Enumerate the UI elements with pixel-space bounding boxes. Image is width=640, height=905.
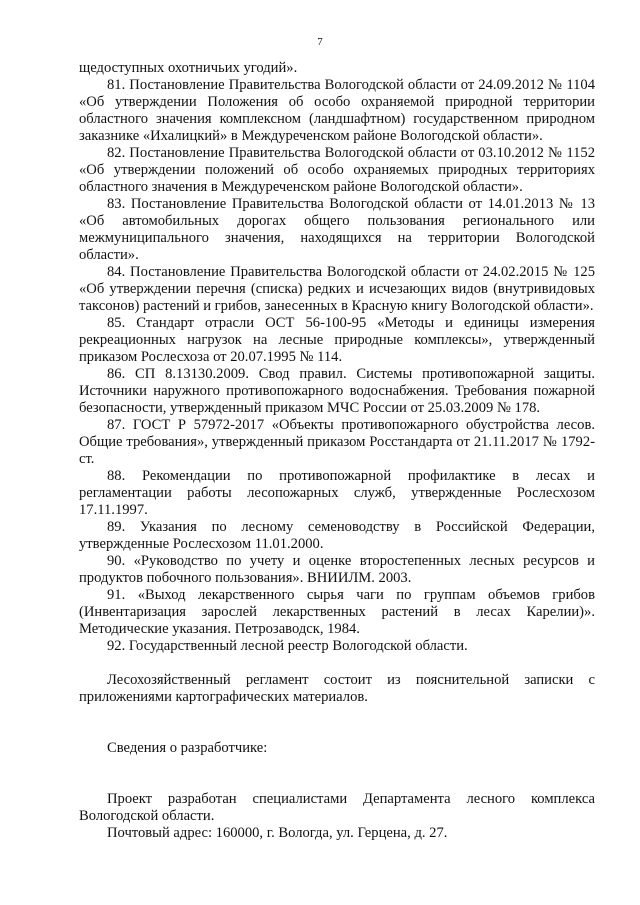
list-item-92: 92. Государственный лесной реестр Вологодской области. [107, 638, 468, 654]
spacer [79, 655, 595, 672]
postal-address: Почтовый адрес: 160000, г. Вологда, ул. Герцена, д. 27. [107, 825, 448, 841]
continuation-line: щедоступных охотничьих угодий». [79, 60, 298, 76]
list-item-81: 81. Постановление Правительства Вологодской области от 24.09.2012 № 1104 «Об утверждении Положения об особо охраняемой природной территории областного значения комплексном (ландшафтном) государственном природном заказнике «Ихалицкий» в Междуреченском районе Вологодской области». [79, 77, 595, 144]
list-item-87: 87. ГОСТ Р 57972-2017 «Объекты противопожарного обустройства лесов. Общие требования», утвержденный приказом Росстандарта от 21.11.2017 № 1792-ст. [79, 417, 595, 467]
list-item-90: 90. «Руководство по учету и оценке второстепенных лесных ресурсов и продуктов побочного пользования». ВНИИЛМ. 2003. [79, 553, 595, 586]
list-item-88: 88. Рекомендации по противопожарной профилактике в лесах и регламентации работы лесопожарных служб, утвержденные Рослесхозом 17.11.1997. [79, 468, 595, 518]
list-item-86: 86. СП 8.13130.2009. Свод правил. Системы противопожарной защиты. Источники наружного противопожарного водоснабжения. Требования пожарной безопасности, утвержденный приказом МЧС России от 25.03.2009 № 178. [79, 366, 595, 416]
list-item-83: 83. Постановление Правительства Вологодской области от 14.01.2013 № 13 «Об автомобильных дорогах общего пользования регионального или межмуниципального значения, находящихся на территории Вологодской области». [79, 196, 595, 263]
developer-text: Проект разработан специалистами Департамента лесного комплекса Вологодской области. [79, 791, 595, 824]
list-item-82: 82. Постановление Правительства Вологодской области от 03.10.2012 № 1152 «Об утверждении положений об особо охраняемых природных территориях областного значения в Междуреченском районе Вологодской области». [79, 145, 595, 195]
page-body [79, 60, 595, 842]
list-item-89: 89. Указания по лесному семеноводству в Российской Федерации, утвержденные Рослесхозом 11.01.2000. [79, 519, 595, 552]
page-number: 7 [317, 36, 323, 48]
list-item-91: 91. «Выход лекарственного сырья чаги по группам объемов грибов (Инвентаризация зарослей лекарственных растений в лесах Карелии)». Методические указания. Петрозаводск, 1984. [79, 587, 595, 637]
list-item-84: 84. Постановление Правительства Вологодской области от 24.02.2015 № 125 «Об утверждении перечня (списка) редких и исчезающих видов (внутривидовых таксонов) растений и грибов, занесенных в Красную книгу Вологодской области». [79, 264, 595, 314]
spacer [79, 706, 595, 740]
spacer [79, 757, 595, 791]
developer-heading: Сведения о разработчике: [107, 740, 268, 756]
list-item-85: 85. Стандарт отрасли ОСТ 56-100-95 «Методы и единицы измерения рекреационных нагрузок на лесные природные комплексы», утвержденный приказом Рослесхоза от 20.07.1995 № 114. [79, 315, 595, 365]
summary-paragraph: Лесохозяйственный регламент состоит из пояснительной записки с приложениями картографических материалов. [79, 672, 595, 705]
